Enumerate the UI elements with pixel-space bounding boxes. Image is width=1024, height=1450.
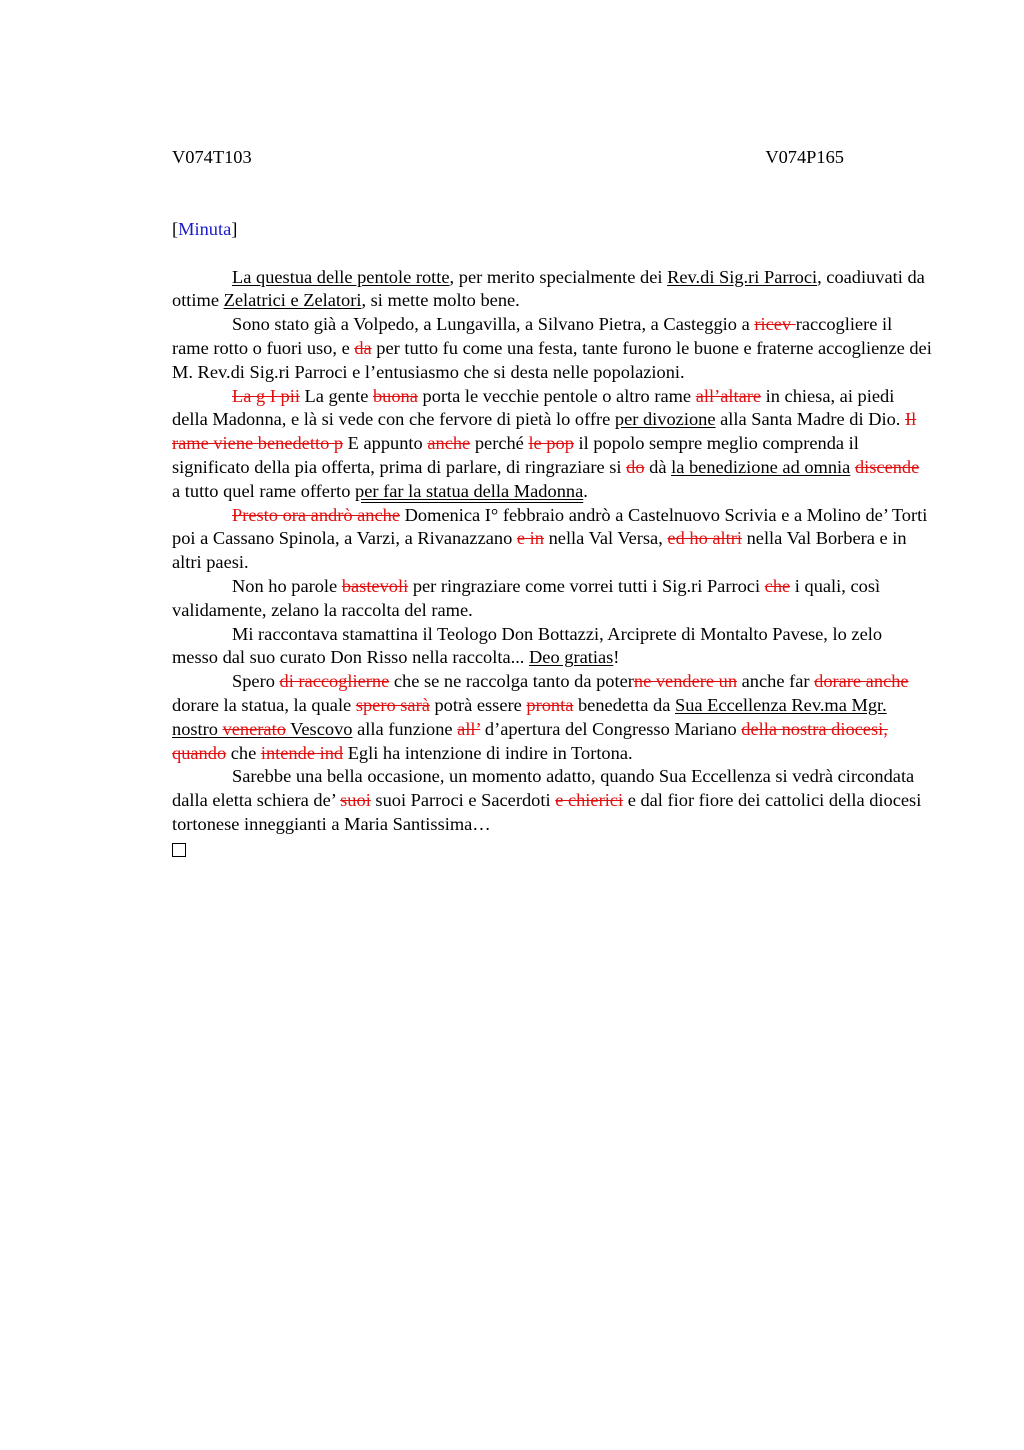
underlined-part: Vescovo bbox=[285, 718, 353, 739]
deleted-text: intende ind bbox=[260, 742, 344, 763]
deleted-text: ricev bbox=[754, 314, 796, 335]
text: che se ne raccolga tanto da poter bbox=[389, 671, 634, 692]
deleted-text: di raccoglierne bbox=[279, 671, 390, 692]
minuta-text: Minuta bbox=[178, 218, 232, 239]
deleted-text: Il rame viene benedetto p bbox=[172, 409, 917, 454]
paragraph-1 bbox=[172, 266, 932, 314]
end-marker bbox=[172, 837, 932, 864]
double-underlined-text: per far la statua della Madonna bbox=[355, 480, 584, 501]
deleted-text: suoi bbox=[340, 790, 371, 811]
text: dorare la statua, la quale bbox=[172, 694, 356, 715]
text: benedetta da bbox=[573, 694, 675, 715]
text: Sarebbe una bella occasione, un momento adatto, quando Sua Eccellenza si vedrà circondata dalla eletta schiera de’ bbox=[172, 766, 915, 811]
text: porta le vecchie pentole o altro rame bbox=[417, 385, 696, 406]
deleted-text: all’altare bbox=[695, 385, 762, 406]
deleted-text: le pop bbox=[528, 433, 574, 454]
text: il popolo sempre meglio comprenda il significato della pia offerta, prima di parlare, di ringraziare si bbox=[172, 433, 859, 477]
paragraph-8 bbox=[172, 765, 932, 836]
deleted-text: pronta bbox=[526, 694, 574, 715]
text: Mi raccontava stamattina il Teologo Don Bottazzi, Arciprete di Montalto Pavese, lo zelo messo dal suo curato Don Risso nella raccolta... bbox=[172, 623, 883, 668]
deleted-text: all’ bbox=[457, 718, 481, 739]
text: suoi Parroci e Sacerdoti bbox=[370, 790, 556, 811]
deleted-text: che bbox=[764, 575, 791, 596]
letter-body bbox=[172, 266, 932, 864]
deleted-text: ed ho altri bbox=[667, 528, 742, 549]
paragraph-4 bbox=[172, 504, 932, 575]
underlined-text: La questua delle pentole rotte bbox=[232, 266, 450, 287]
deleted-text: anche bbox=[427, 433, 471, 454]
text: , si mette molto bene. bbox=[361, 290, 520, 311]
deleted-text: buona bbox=[372, 385, 418, 406]
text: ! bbox=[613, 647, 620, 668]
text: e dal fior fiore dei cattolici della diocesi tortonese inneggianti a Maria Santissima… bbox=[172, 790, 922, 834]
text: raccogliere il rame rotto o fuori uso, e bbox=[172, 314, 893, 358]
text: nella Val Versa, bbox=[543, 528, 668, 549]
text: anche far bbox=[737, 671, 815, 692]
text: Non ho parole bbox=[232, 575, 342, 596]
underlined-text: per divozione bbox=[614, 409, 716, 430]
deleted-text: discende bbox=[854, 456, 920, 477]
text: La gente bbox=[299, 385, 373, 406]
text: Domenica I° febbraio andrò a Castelnuovo Scrivia e a Molino de’ Torti poi a Cassano Spinola, a Varzi, a Rivanazzano bbox=[172, 504, 928, 549]
document-page bbox=[172, 146, 932, 864]
text: , per merito specialmente dei bbox=[449, 266, 668, 287]
paragraph-3 bbox=[172, 385, 932, 504]
text: per ringraziare come vorrei tutti i Sig.ri Parroci bbox=[408, 575, 765, 596]
deleted-text: bastevoli bbox=[341, 575, 409, 596]
text: dà bbox=[644, 456, 672, 477]
deleted-text: e in bbox=[516, 528, 544, 549]
underlined-text: Deo gratias bbox=[529, 647, 614, 668]
text: in chiesa, ai piedi della Madonna, e là si vede con che fervore di pietà lo offre bbox=[172, 385, 895, 430]
underlined-text: la benedizione ad omnia bbox=[671, 456, 851, 477]
bracket-close: ] bbox=[231, 218, 238, 239]
deleted-text: dorare anche bbox=[814, 671, 909, 692]
square-icon bbox=[172, 843, 186, 857]
paragraph-6 bbox=[172, 623, 932, 671]
deleted-text: ne vendere un bbox=[633, 671, 738, 692]
underlined-text: Zelatrici e Zelatori bbox=[223, 290, 362, 311]
text: d’apertura del Congresso Mariano bbox=[480, 718, 742, 739]
deleted-text: da bbox=[354, 337, 372, 358]
text: E appunto bbox=[343, 433, 428, 454]
underlined-part: Sua Eccellenza Rev.ma Mgr. nostro bbox=[172, 694, 887, 739]
minuta-label bbox=[172, 218, 932, 242]
deleted-text: do bbox=[626, 456, 645, 477]
text: per tutto fu come una festa, tante furono le buone e fraterne accoglienze dei M. Rev.di Sig.ri Parroci e l’entusiasmo che si desta nelle popolazioni. bbox=[172, 337, 932, 382]
text: . bbox=[583, 480, 588, 501]
paragraph-5 bbox=[172, 575, 932, 623]
deleted-text: e chierici bbox=[555, 790, 624, 811]
paragraph-7 bbox=[172, 670, 932, 765]
page-code: V074P165 bbox=[765, 147, 844, 167]
deleted-text: La g I pii bbox=[232, 385, 300, 406]
text: che bbox=[226, 742, 261, 763]
deleted-text: della nostra diocesi, quando bbox=[172, 718, 888, 763]
header-row bbox=[172, 146, 844, 170]
deleted-text: Presto ora andrò anche bbox=[232, 504, 401, 525]
text: alla funzione bbox=[352, 718, 458, 739]
text: nella Val Borbera e in altri paesi. bbox=[172, 528, 907, 573]
text: potrà essere bbox=[429, 694, 527, 715]
text: Egli ha intenzione di indire in Tortona. bbox=[343, 742, 633, 763]
document-code: V074T103 bbox=[172, 147, 252, 167]
bracket-open: [ bbox=[172, 218, 179, 239]
underlined-text: Rev.di Sig.ri Parroci bbox=[667, 266, 818, 287]
text: alla Santa Madre di Dio. bbox=[715, 409, 905, 430]
text: Sono stato già a Volpedo, a Lungavilla, a Silvano Pietra, a Casteggio a bbox=[232, 314, 755, 335]
deleted-text: spero sarà bbox=[355, 694, 430, 715]
text: perché bbox=[470, 433, 529, 454]
text: i quali, così validamente, zelano la raccolta del rame. bbox=[172, 575, 881, 620]
text: a tutto quel rame offerto bbox=[172, 480, 355, 501]
deleted-text: venerato bbox=[222, 718, 286, 739]
text: , coadiuvati da ottime bbox=[172, 266, 925, 311]
text: Spero bbox=[232, 671, 280, 692]
paragraph-2 bbox=[172, 313, 932, 384]
